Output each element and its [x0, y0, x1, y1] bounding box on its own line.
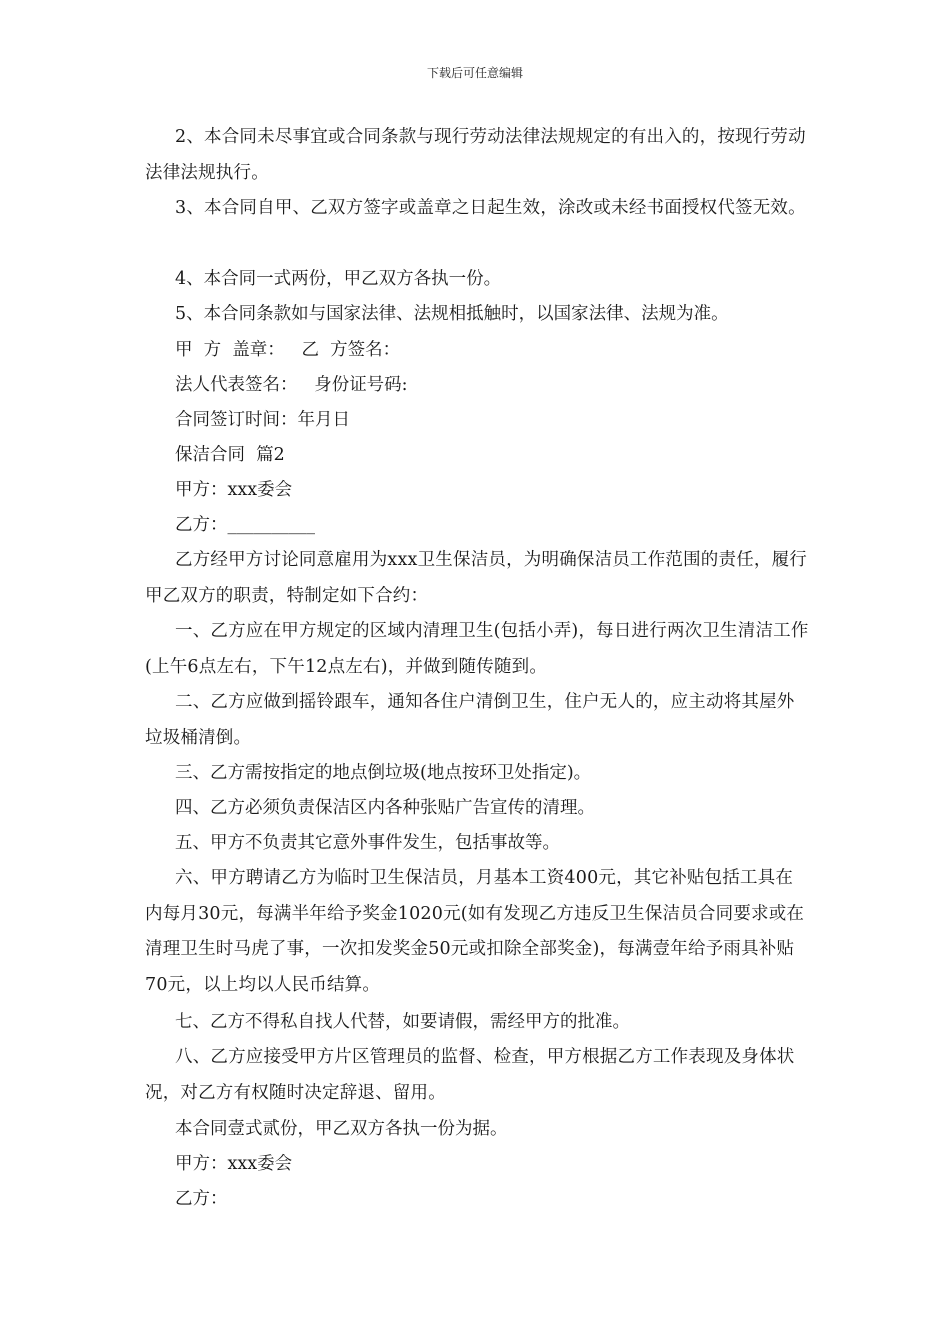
signing-date-line: 合同签订时间：年月日 — [175, 410, 350, 430]
copies-statement: 本合同壹式贰份，甲乙双方各执一份为据。 — [175, 1119, 508, 1139]
clause-3: 3、本合同自甲、乙双方签字或盖章之日起生效，涂改或未经书面授权代签无效。 — [175, 198, 806, 218]
party-b-signature: 乙方： — [175, 1189, 228, 1209]
article-8: 八、乙方应接受甲方片区管理员的监督、检查，甲方根据乙方工作表现及身体状况，对乙方有权随时决定辞退、留用。 — [145, 1047, 795, 1103]
article-4: 四、乙方必须负责保洁区内各种张贴广告宣传的清理。 — [175, 798, 595, 818]
article-2: 二、乙方应做到摇铃跟车，通知各住户清倒卫生，住户无人的，应主动将其屋外垃圾桶清倒。 — [145, 692, 795, 748]
signature-line-representative: 法人代表签名： 身份证号码: — [175, 375, 408, 395]
page-header: 下载后可任意编辑 — [426, 66, 523, 80]
article-7: 七、乙方不得私自找人代替，如要请假，需经甲方的批准。 — [175, 1012, 630, 1032]
party-b-line: 乙方：__________ — [175, 515, 315, 535]
signature-line-seal: 甲 方 盖章： 乙 方签名： — [175, 340, 401, 360]
clause-2: 2、本合同未尽事宜或合同条款与现行劳动法律法规规定的有出入的，按现行劳动法律法规执行。 — [145, 127, 806, 183]
clause-5: 5、本合同条款如与国家法律、法规相抵触时，以国家法律、法规为准。 — [175, 304, 729, 324]
clause-4: 4、本合同一式两份，甲乙双方各执一份。 — [175, 269, 502, 289]
party-a-line: 甲方：xxx委会 — [175, 480, 293, 500]
article-5: 五、甲方不负责其它意外事件发生，包括事故等。 — [175, 833, 560, 853]
section-title: 保洁合同 篇2 — [175, 445, 285, 465]
article-6: 六、甲方聘请乙方为临时卫生保洁员，月基本工资400元，其它补贴包括工具在内每月30元，每满半年给予奖金1020元(如有发现乙方违反卫生保洁员合同要求或在清理卫生时马虎了事，一次扣发奖金50元或扣除全部奖金)，每满壹年给予雨具补贴70元，以上均以人民币结算。 — [145, 868, 805, 995]
preamble-paragraph: 乙方经甲方讨论同意雇用为xxx卫生保洁员，为明确保洁员工作范围的责任，履行甲乙双方的职责，特制定如下合约： — [145, 550, 808, 606]
article-3: 三、乙方需按指定的地点倒垃圾(地点按环卫处指定)。 — [175, 763, 592, 783]
party-a-signature: 甲方：xxx委会 — [175, 1154, 293, 1174]
article-1: 一、乙方应在甲方规定的区域内清理卫生(包括小弄)，每日进行两次卫生清洁工作(上午6点左右，下午12点左右)，并做到随传随到。 — [145, 621, 809, 677]
